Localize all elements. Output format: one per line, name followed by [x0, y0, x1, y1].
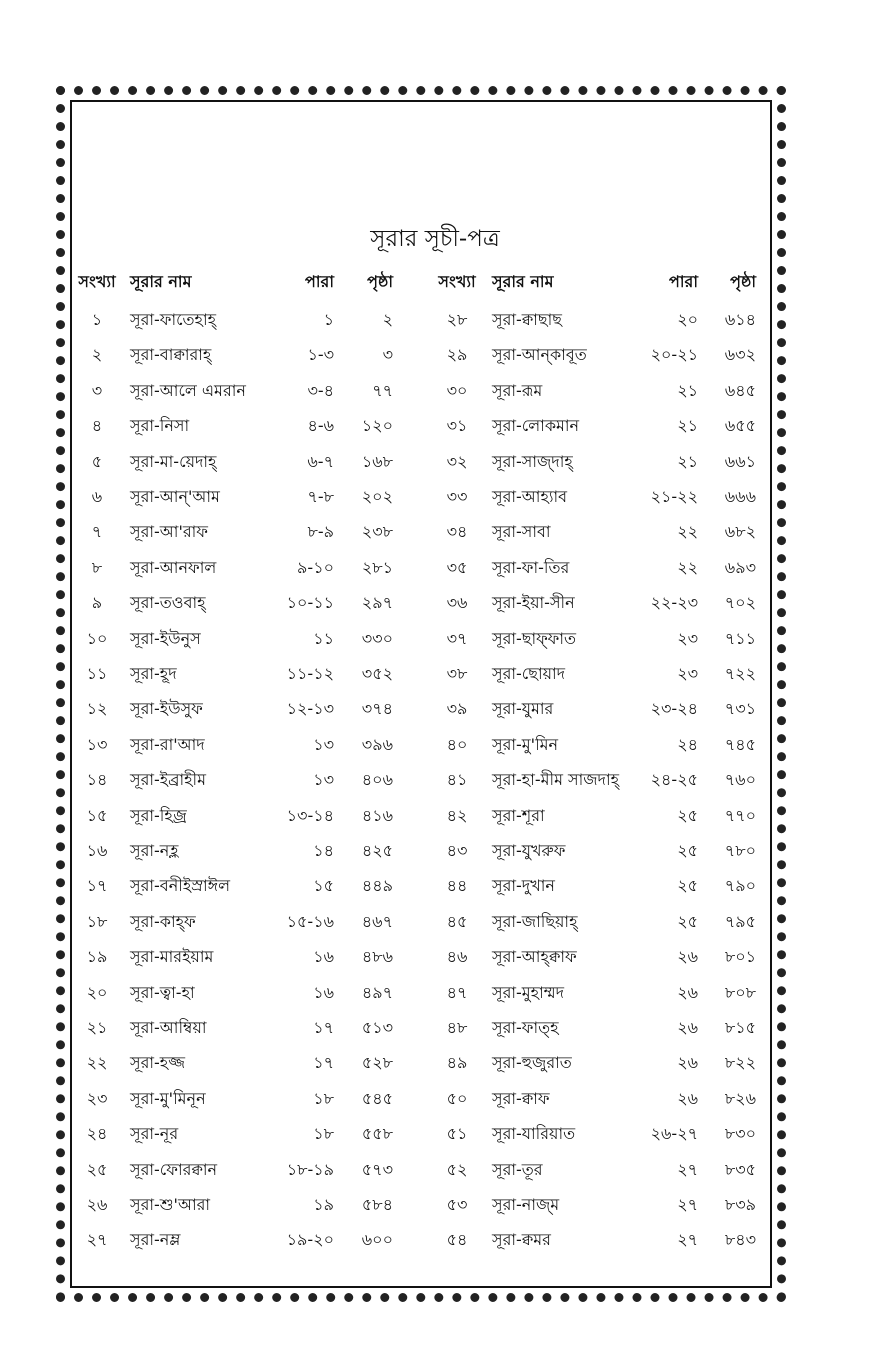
surah-name: সূরা-লোকমান: [492, 416, 580, 436]
table-row: [78, 983, 766, 1019]
para-value: ১৮: [313, 1124, 334, 1144]
page-value: ৭৭: [372, 380, 393, 400]
surah-number: ১৯: [86, 947, 108, 967]
header-para: পারা: [305, 272, 334, 291]
page-value: ৫৮৪: [361, 1195, 393, 1214]
table-row: [78, 912, 766, 948]
para-value: ২৫: [677, 876, 698, 896]
surah-name: সূরা-রা'আদ: [130, 734, 205, 754]
table-row: [78, 1124, 766, 1160]
table-row: [78, 1195, 766, 1231]
table-row: [78, 593, 766, 629]
surah-name: সূরা-কাহ্ফ: [130, 911, 196, 931]
surah-name: সূরা-আ'রাফ: [130, 522, 208, 542]
surah-name: সূরা-হুজুরাত: [492, 1053, 572, 1073]
surah-number: ৪৮: [446, 1018, 468, 1037]
para-value: ১৩: [313, 770, 334, 790]
para-value: ২০: [677, 310, 698, 329]
surah-name: সূরা-মা-য়েদাহ্: [130, 451, 217, 471]
surah-name: সূরা-মুহাম্মদ: [492, 982, 564, 1002]
para-value: ১-৩: [307, 345, 334, 365]
page-value: ৬৮২: [724, 522, 756, 542]
surah-name: সূরা-বনীইস্রাঈল: [130, 876, 231, 896]
surah-number: ৫০: [446, 1088, 468, 1108]
page-value: ৫৭৩: [361, 1159, 393, 1179]
surah-name: সূরা-সাবা: [492, 522, 551, 542]
surah-number: ৫১: [446, 1124, 468, 1144]
surah-name: সূরা-ত্বা-হা: [130, 982, 195, 1002]
para-value: ২৫: [677, 805, 698, 825]
surah-name: সূরা-সাজ্দাহ্: [492, 451, 573, 471]
para-value: ২৭: [677, 1159, 698, 1179]
page-value: ৩৩০: [361, 628, 393, 648]
para-value: ৮-৯: [307, 522, 334, 542]
surah-number: ২৪: [86, 1124, 108, 1144]
para-value: ২২: [677, 557, 698, 577]
para-value: ২৫: [677, 841, 698, 860]
header-number-2: সংখ্যা: [438, 272, 476, 291]
header-surah-name-2: সূরার নাম: [492, 272, 554, 291]
surah-number: ৩৫: [446, 557, 468, 577]
page-value: ৭৮০: [724, 841, 756, 860]
table-row: [78, 876, 766, 912]
para-value: ২৬-২৭: [650, 1124, 698, 1144]
surah-name: সূরা-নিসা: [130, 416, 190, 436]
para-value: ১৫: [313, 876, 334, 896]
surah-name: সূরা-আন্কাবূত: [492, 345, 587, 365]
page-value: ৮৩৫: [724, 1159, 756, 1179]
surah-number: ৪২: [446, 805, 468, 825]
para-value: ১২-১৩: [286, 699, 334, 719]
page-value: ৮২২: [724, 1053, 756, 1073]
surah-number: ৫৪: [446, 1230, 468, 1250]
para-value: ২৭: [677, 1195, 698, 1214]
surah-name: সূরা-দুখান: [492, 876, 555, 896]
surah-number: ৪৩: [446, 841, 468, 860]
page-value: ৭০২: [724, 593, 756, 613]
page-value: ৭৯০: [724, 876, 756, 896]
surah-number: ৩: [91, 380, 103, 400]
page-value: ৮৩০: [724, 1124, 756, 1144]
para-value: ২০-২১: [650, 345, 698, 365]
page-value: ৪৮৬: [361, 947, 393, 967]
page-value: ২৩৮: [361, 522, 393, 542]
para-value: ২২: [677, 522, 698, 542]
surah-name: সূরা-রূম: [492, 380, 543, 400]
para-value: ২৪-২৫: [650, 770, 698, 790]
header-para-2: পারা: [669, 272, 698, 291]
surah-number: ৪: [91, 416, 103, 436]
page-value: ৫১৩: [361, 1018, 393, 1037]
surah-number: ৪১: [446, 770, 468, 790]
surah-name: সূরা-মু'মিনূন: [130, 1088, 206, 1108]
para-value: ৩-৪: [307, 380, 334, 400]
surah-number: ৪৯: [446, 1053, 468, 1073]
surah-number: ৩৬: [446, 593, 468, 613]
para-value: ১৬: [313, 947, 334, 967]
surah-name: সূরা-ইউসুফ: [130, 699, 203, 719]
page-value: ৮৪৩: [724, 1230, 756, 1250]
surah-number: ১৮: [86, 911, 108, 931]
surah-name: সূরা-যুখরুফ: [492, 841, 566, 860]
para-value: ২৩: [677, 664, 698, 683]
para-value: ২১: [677, 416, 698, 436]
para-value: ২৩: [677, 628, 698, 648]
surah-number: ২২: [86, 1053, 108, 1073]
page-value: ৬৯৩: [724, 557, 756, 577]
table-row: [78, 558, 766, 594]
para-value: ১৬: [313, 982, 334, 1002]
table-row: [78, 1160, 766, 1196]
para-value: ১৮-১৯: [286, 1159, 334, 1179]
para-value: ২৫: [677, 911, 698, 931]
surah-name: সূরা-জাছিয়াহ্: [492, 911, 578, 931]
surah-number: ৫: [91, 451, 103, 471]
surah-name: সূরা-হা-মীম সাজদাহ্: [492, 770, 620, 790]
surah-name: সূরা-মারইয়াম: [130, 947, 214, 967]
surah-number: ৫২: [446, 1159, 468, 1179]
page-value: ৪২৫: [361, 841, 393, 860]
surah-number: ২৩: [86, 1088, 108, 1108]
surah-number: ১৩: [86, 734, 108, 754]
surah-number: ২০: [86, 982, 108, 1002]
surah-number: ৩২: [446, 451, 468, 471]
surah-number: ৫৩: [446, 1195, 468, 1214]
surah-number: ৬: [91, 487, 103, 506]
surah-number: ১০: [86, 628, 108, 648]
surah-name: সূরা-ছোয়াদ: [492, 664, 566, 683]
page-value: ৩: [382, 345, 393, 365]
header-page: পৃষ্ঠা: [367, 272, 393, 291]
para-value: ২৬: [677, 1018, 698, 1037]
surah-name: সূরা-ক্বমর: [492, 1230, 551, 1250]
page-value: ৭১১: [724, 628, 756, 648]
para-value: ১১: [313, 628, 334, 648]
para-value: ১৩-১৪: [286, 805, 334, 825]
page-value: ৮১৫: [724, 1018, 756, 1037]
page-value: ২৯৭: [361, 593, 393, 613]
page-value: ৪৬৭: [361, 911, 393, 931]
para-value: ১১-১২: [286, 664, 334, 683]
page-value: ৬৫৫: [724, 416, 756, 436]
page-value: ২৮১: [361, 557, 393, 577]
surah-name: সূরা-ক্বাফ: [492, 1088, 550, 1108]
page-value: ৮০১: [724, 947, 756, 967]
header-page-2: পৃষ্ঠা: [730, 272, 756, 291]
table-row: [78, 841, 766, 877]
para-value: ৯-১০: [297, 557, 334, 577]
surah-number: ৩৪: [446, 522, 468, 542]
page-title: সূরার সূচী-পত্র: [370, 226, 500, 252]
para-value: ১৫-১৬: [286, 911, 334, 931]
surah-name: সূরা-ইব্রাহীম: [130, 770, 206, 790]
para-value: ১০-১১: [286, 593, 334, 613]
para-value: ১৭: [313, 1053, 334, 1073]
page-value: ৭৭০: [724, 805, 756, 825]
surah-number: ২১: [86, 1018, 108, 1037]
surah-name: সূরা-আলে এমরান: [130, 380, 246, 400]
table-row: [78, 735, 766, 771]
surah-number: ৩১: [446, 416, 468, 436]
table-row: [78, 381, 766, 417]
page-value: ৪১৬: [361, 805, 393, 825]
surah-number: ২৫: [86, 1159, 108, 1179]
surah-number: ৯: [91, 593, 103, 613]
para-value: ২৬: [677, 947, 698, 967]
page-value: ৬৩২: [724, 345, 756, 365]
table-row: [78, 947, 766, 983]
para-value: ১৭: [313, 1018, 334, 1037]
table-row: [78, 345, 766, 381]
surah-name: সূরা-হিজ্র: [130, 805, 187, 825]
surah-name: সূরা-তূর: [492, 1159, 543, 1179]
page-value: ৪৪৯: [361, 876, 393, 896]
surah-number: ৪৫: [446, 911, 468, 931]
surah-name: সূরা-হজ্জ: [130, 1053, 185, 1073]
surah-number: ৩৩: [446, 487, 468, 506]
surah-name: সূরা-ইউনুস: [130, 628, 201, 648]
surah-number: ১৪: [86, 770, 108, 790]
surah-name: সূরা-ফাত্হ: [492, 1018, 559, 1037]
page-value: ৭৪৫: [724, 734, 756, 754]
page-value: ৭৩১: [724, 699, 756, 719]
page-value: ৮৩৯: [724, 1195, 756, 1214]
para-value: ১৯: [313, 1195, 334, 1214]
page-value: ৬৬৬: [724, 487, 756, 506]
page-value: ৬৪৫: [724, 380, 756, 400]
surah-name: সূরা-আনফাল: [130, 557, 217, 577]
para-value: ৬-৭: [307, 451, 334, 471]
table-row: [78, 699, 766, 735]
page-value: ৭৬০: [724, 770, 756, 790]
surah-number: ৪০: [446, 734, 468, 754]
surah-number: ৪৭: [446, 982, 468, 1002]
surah-name: সূরা-নহ্ল: [130, 841, 179, 860]
surah-number: ১৭: [86, 876, 108, 896]
para-value: ২২-২৩: [650, 593, 698, 613]
surah-number: ১৫: [86, 805, 108, 825]
surah-name: সূরা-বাক্বারাহ্: [130, 345, 212, 365]
surah-number: ৪৪: [446, 876, 468, 896]
table-row: [78, 629, 766, 665]
table-row: [78, 1230, 766, 1266]
surah-number: ২৭: [86, 1230, 108, 1250]
surah-name: সূরা-যুমার: [492, 699, 554, 719]
table-row: [78, 310, 766, 346]
surah-number: ১: [91, 310, 103, 329]
surah-number: ১৬: [86, 841, 108, 860]
table-row: [78, 416, 766, 452]
page-value: ৬০০: [361, 1230, 393, 1250]
table-row: [78, 806, 766, 842]
surah-name: সূরা-শু'আরা: [130, 1195, 211, 1214]
table-row: [78, 664, 766, 700]
table-row: [78, 1053, 766, 1089]
surah-number: ৩৮: [446, 664, 468, 683]
page-value: ২: [382, 310, 393, 329]
page-value: ৩৫২: [361, 664, 393, 683]
surah-name: সূরা-আহ্যাব: [492, 487, 568, 506]
table-row: [78, 770, 766, 806]
para-value: ২৩-২৪: [650, 699, 698, 719]
para-value: ২১-২২: [650, 487, 698, 506]
surah-number: ২৬: [86, 1195, 108, 1214]
table-header: [78, 272, 766, 304]
para-value: ২৬: [677, 982, 698, 1002]
surah-name: সূরা-নূর: [130, 1124, 179, 1144]
surah-number: ২৮: [446, 310, 468, 329]
para-value: ৭-৮: [307, 487, 334, 506]
table-row: [78, 1018, 766, 1054]
para-value: ১৮: [313, 1088, 334, 1108]
page-value: ৩৭৪: [361, 699, 393, 719]
page-value: ৪৯৭: [361, 982, 393, 1002]
page-value: ৮২৬: [724, 1088, 756, 1108]
para-value: ২১: [677, 451, 698, 471]
surah-number: ১১: [86, 664, 108, 683]
table-row: [78, 1089, 766, 1125]
page-value: ১৬৮: [361, 451, 393, 471]
para-value: ২৬: [677, 1088, 698, 1108]
surah-number: ৩৯: [446, 699, 468, 719]
surah-name: সূরা-নম্ল: [130, 1230, 181, 1250]
surah-name: সূরা-আম্বিয়া: [130, 1018, 207, 1037]
surah-name: সূরা-ইয়া-সীন: [492, 593, 575, 613]
page-value: ৬১৪: [724, 310, 756, 329]
surah-number: ১২: [86, 699, 108, 719]
page-value: ৮০৮: [724, 982, 756, 1002]
surah-name: সূরা-শূরা: [492, 805, 545, 825]
para-value: ১: [323, 310, 334, 329]
page-value: ৪০৬: [361, 770, 393, 790]
surah-name: সূরা-হূদ: [130, 664, 177, 683]
para-value: ২৬: [677, 1053, 698, 1073]
surah-number: ৩৭: [446, 628, 468, 648]
header-surah-name: সূরার নাম: [130, 272, 192, 291]
surah-number: ৭: [91, 522, 103, 542]
para-value: ২১: [677, 380, 698, 400]
surah-number: ৪৬: [446, 947, 468, 967]
surah-name: সূরা-নাজ্ম: [492, 1195, 560, 1214]
surah-name: সূরা-ফা-তির: [492, 557, 570, 577]
para-value: ৪-৬: [307, 416, 334, 436]
para-value: ২৪: [677, 734, 698, 754]
surah-name: সূরা-ক্বাছাছ: [492, 310, 562, 329]
page-value: ৫২৮: [361, 1053, 393, 1073]
surah-name: সূরা-আহ্ক্বাফ: [492, 947, 577, 967]
para-value: ১৪: [313, 841, 334, 860]
page-value: ৭৯৫: [724, 911, 756, 931]
table-row: [78, 487, 766, 523]
para-value: ১৯-২০: [286, 1230, 334, 1250]
para-value: ২৭: [677, 1230, 698, 1250]
page-value: ৭২২: [724, 664, 756, 683]
surah-name: সূরা-ছাফ্ফাত: [492, 628, 577, 648]
surah-name: সূরা-ফাতেহাহ্: [130, 310, 217, 329]
table-row: [78, 522, 766, 558]
page-value: ৬৬১: [724, 451, 756, 471]
surah-number: ২: [91, 345, 103, 365]
page-value: ৫৫৮: [361, 1124, 393, 1144]
surah-name: সূরা-তওবাহ্: [130, 593, 206, 613]
table-row: [78, 452, 766, 488]
header-number: সংখ্যা: [78, 272, 116, 291]
page-value: ৩৯৬: [361, 734, 393, 754]
surah-name: সূরা-যারিয়াত: [492, 1124, 576, 1144]
surah-number: ৩০: [446, 380, 468, 400]
surah-name: সূরা-আন্'আম: [130, 487, 220, 506]
para-value: ১৩: [313, 734, 334, 754]
page-value: ১২০: [361, 416, 393, 436]
surah-name: সূরা-ফোরক্বান: [130, 1159, 218, 1179]
page-value: ২০২: [361, 487, 393, 506]
surah-name: সূরা-মু'মিন: [492, 734, 559, 754]
page-value: ৫৪৫: [361, 1088, 393, 1108]
surah-number: ২৯: [446, 345, 468, 365]
surah-number: ৮: [91, 557, 103, 577]
